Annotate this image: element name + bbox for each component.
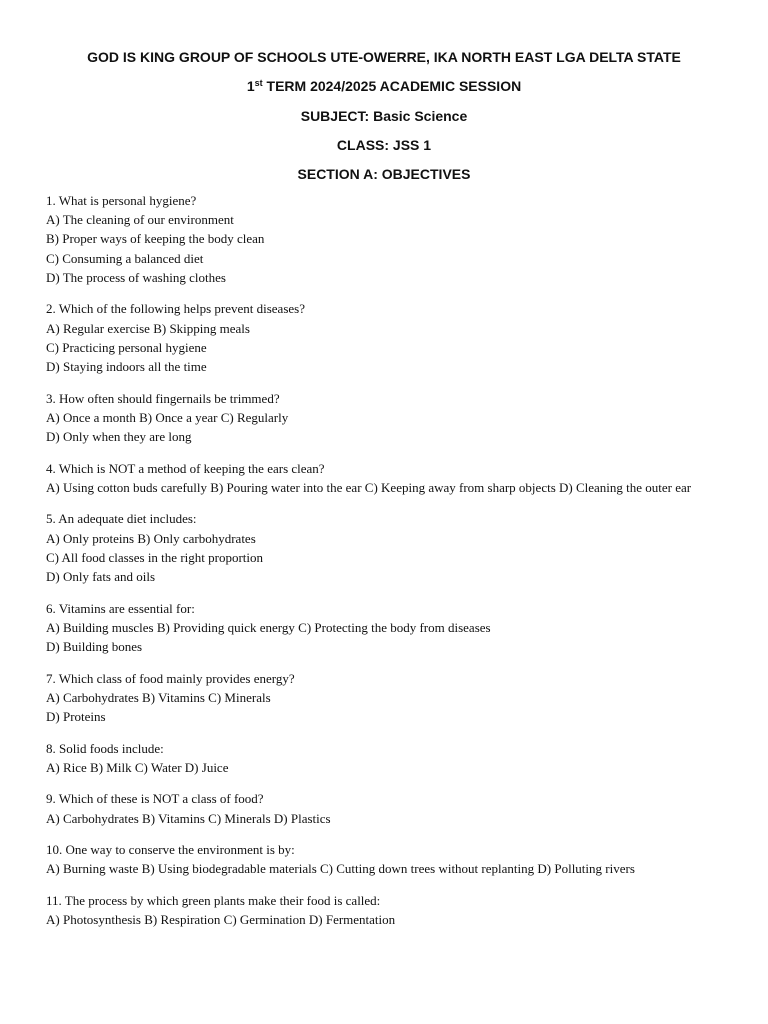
term-suffix: st (254, 78, 263, 89)
answer-options: A) Only proteins B) Only carbohydrates (46, 530, 256, 546)
question-text: 4. Which is NOT a method of keeping the ears clean? (46, 460, 325, 476)
question-text: 6. Vitamins are essential for: (46, 600, 195, 616)
school-name: GOD IS KING GROUP OF SCHOOLS UTE-OWERRE, IKA NORTH EAST LGA DELTA STATE (87, 49, 681, 65)
answer-options: B) Proper ways of keeping the body clean (46, 231, 265, 247)
answer-options: D) Building bones (46, 639, 143, 655)
question-item (46, 739, 726, 777)
answer-options: A) Rice B) Milk C) Water D) Juice (46, 759, 229, 775)
answer-options: A) The cleaning of our environment (46, 212, 234, 228)
question-list (46, 191, 726, 942)
answer-options: A) Burning waste B) Using biodegradable materials C) Cutting down trees without replanting D) Polluting rivers (46, 861, 635, 877)
answer-options: A) Photosynthesis B) Respiration C) Germination D) Fermentation (46, 912, 396, 928)
exam-header (0, 43, 768, 189)
question-item (46, 891, 726, 929)
question-item (46, 509, 726, 586)
question-item (46, 789, 726, 827)
question-text: 8. Solid foods include: (46, 740, 164, 756)
question-text: 1. What is personal hygiene? (46, 193, 197, 208)
answer-options: C) Consuming a balanced diet (46, 250, 204, 266)
term-session: TERM 2024/2025 ACADEMIC SESSION (262, 78, 522, 95)
subject-line: SUBJECT: Basic Science (300, 107, 468, 124)
question-item (46, 459, 726, 497)
answer-options: A) Carbohydrates B) Vitamins C) Minerals (46, 689, 271, 705)
question-item (46, 299, 726, 376)
answer-options: D) Proteins (46, 709, 106, 725)
question-text: 11. The process by which green plants make their food is called: (46, 893, 381, 908)
question-item (46, 840, 726, 878)
answer-options: D) Only when they are long (46, 429, 192, 445)
answer-options: C) Practicing personal hygiene (46, 339, 207, 355)
question-item (46, 669, 726, 727)
question-item (46, 191, 726, 287)
question-text: 5. An adequate diet includes: (46, 511, 197, 527)
question-text: 3. How often should fingernails be trimmed? (46, 390, 280, 406)
question-text: 10. One way to conserve the environment is by: (46, 842, 295, 858)
term-ordinal: 1 (246, 78, 255, 95)
term-line (0, 72, 768, 101)
question-item (46, 389, 726, 447)
answer-options: D) Only fats and oils (46, 569, 156, 585)
question-text: 9. Which of these is NOT a class of food? (46, 791, 264, 807)
question-text: 7. Which class of food mainly provides energy? (46, 670, 295, 686)
answer-options: C) All food classes in the right proportion (46, 549, 264, 565)
answer-options: A) Building muscles B) Providing quick energy C) Protecting the body from diseases (46, 619, 491, 635)
question-text: 2. Which of the following helps prevent diseases? (46, 301, 305, 317)
answer-options: A) Using cotton buds carefully B) Pouring water into the ear C) Keeping away from sharp objects D) Cleaning the outer ear (46, 479, 692, 495)
answer-options: A) Carbohydrates B) Vitamins C) Minerals D) Plastics (46, 810, 331, 826)
class-line: CLASS: JSS 1 (336, 136, 432, 153)
answer-options: D) The process of washing clothes (46, 269, 226, 285)
question-item (46, 599, 726, 657)
answer-options: A) Regular exercise B) Skipping meals (46, 320, 250, 336)
answer-options: D) Staying indoors all the time (46, 359, 207, 375)
section-title: SECTION A: OBJECTIVES (297, 166, 471, 183)
answer-options: A) Once a month B) Once a year C) Regularly (46, 409, 289, 425)
